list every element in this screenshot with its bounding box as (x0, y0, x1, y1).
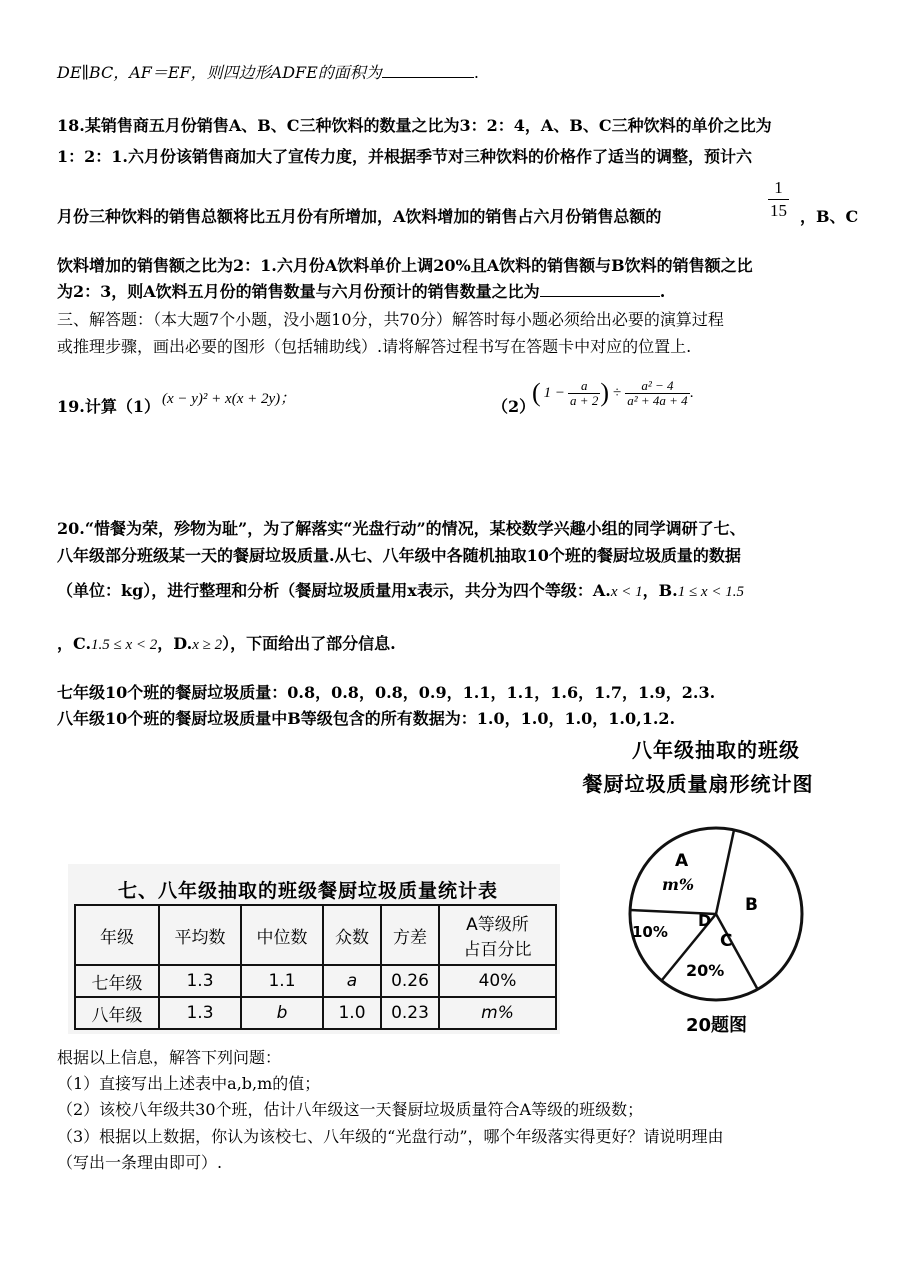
grade7-data: 七年级10个班的餐厨垃圾质量：0.8，0.8，0.8，0.9，1.1，1.1，1.6，1.7，1.9，2.3. (57, 683, 716, 702)
q18-line5-tail: . (659, 282, 666, 301)
header-mean: 平均数 (159, 905, 241, 965)
q18-frac-den: 15 (770, 201, 787, 220)
q20-grade-c: 1.5 ≤ x < 2 (91, 637, 158, 653)
q17-period: . (473, 63, 479, 82)
q18-line4: 饮料增加的销售额之比为2：1.六月份A饮料单价上调20%且A饮料的销售额与B饮料的销售额之比 (57, 256, 753, 275)
q18-fraction (768, 177, 789, 222)
q20-line2: 八年级部分班级某一天的餐厨垃圾质量.从七、八年级中各随机抽取10个班的餐厨垃圾质量的数据 (57, 546, 741, 565)
q20-line4 (57, 633, 396, 656)
pie-label-d-value: 10% (632, 923, 668, 941)
q20-grade-d: x ≥ 2 (192, 637, 223, 653)
q18-line3 (57, 206, 661, 228)
pie-chart (620, 818, 810, 1008)
cell-r2-variance: 0.23 (381, 997, 439, 1029)
pie-label-b: B (745, 895, 758, 915)
q18-answer-blank[interactable] (540, 280, 660, 297)
q19-expr2-left-num: a (568, 379, 600, 394)
cell-r2-grade: 八年级 (75, 997, 159, 1029)
header-variance: 方差 (381, 905, 439, 965)
q19-expr2-op: ÷ (613, 385, 622, 401)
q20-grade-a: x < 1 (610, 584, 643, 600)
table-row (75, 965, 556, 997)
q19-expr2-left-den: a + 2 (570, 392, 599, 408)
q19-expr2: ( 1 − $\frac{a}{a + 2}$ ) ÷ $\frac{\text{a² − 4}}{\text{a² + 4a + 4}}$ . (532, 377, 694, 408)
q18-line3-tail: ，B、C (800, 207, 859, 226)
pie-title-line2: 餐厨垃圾质量扇形统计图 (582, 772, 814, 796)
q19-expr1 (162, 388, 295, 410)
cell-r1-a-percent: 40% (439, 965, 556, 997)
pie-label-c: C (720, 931, 733, 951)
pie-label-a-value: m% (662, 875, 695, 894)
q18-line1: 18.某销售商五月份销售A、B、C三种饮料的数量之比为3：2：4，A、B、C三种饮料的单价之比为 (57, 116, 772, 135)
q19-expr2-right-num: a² − 4 (625, 379, 689, 394)
cell-r1-mean: 1.3 (159, 965, 241, 997)
q18-line3-text: 月份三种饮料的销售总额将比五月份有所增加，A饮料增加的销售占六月份销售总额的 (57, 207, 662, 226)
section3-line1: 三、解答题：（本大题7个小题，没小题10分，共70分）解答时每小题必须给出必要的演算过程 (57, 310, 724, 329)
q19-expr1-text: (x − y)² + x(x + 2y) (162, 391, 281, 407)
q17-text: DE∥BC，AF＝EF，则四边形ADFE的面积为 (57, 63, 382, 82)
q18-line5-text: 为2：3，则A饮料五月份的销售数量与六月份预计的销售数量之比为 (57, 282, 540, 301)
q19-expr2-end: . (689, 385, 694, 401)
stat-table-image (68, 864, 560, 1034)
q20-line3-text: （单位：kg），进行整理和分析（餐厨垃圾质量用x表示，共分为四个等级：A. (57, 581, 611, 600)
question-3-line1: （3）根据以上数据，你认为该校七、八年级的“光盘行动”，哪个年级落实得更好？请说明理由 (57, 1127, 724, 1146)
q20-sep-b: ，B. (642, 581, 678, 600)
q20-grade-b: 1 ≤ x < 1.5 (677, 584, 744, 600)
q19-sep: ； (280, 391, 296, 407)
cell-r2-mode: 1.0 (323, 997, 381, 1029)
stat-table (74, 904, 557, 1030)
cell-r1-median: 1.1 (241, 965, 323, 997)
q18-line5 (57, 280, 665, 303)
header-median: 中位数 (241, 905, 323, 965)
q20-sep-d: ，D. (157, 634, 193, 653)
header-a-percent-line2: 占百分比 (463, 940, 532, 960)
q17-answer-blank[interactable] (382, 61, 474, 78)
pie-label-a: A (675, 851, 689, 871)
q20-line3 (57, 580, 744, 603)
grade8-data: 八年级10个班的餐厨垃圾质量中B等级包含的所有数据为：1.0，1.0，1.0，1.0,1.2. (57, 709, 676, 728)
stat-table-title: 七、八年级抽取的班级餐厨垃圾质量统计表 (118, 880, 499, 902)
header-grade: 年级 (75, 905, 159, 965)
cell-r1-grade: 七年级 (75, 965, 159, 997)
question-3-line2: （写出一条理由即可）. (57, 1153, 223, 1172)
q19-label1: 19.计算（1） (57, 397, 160, 416)
cell-r2-a-percent: m% (439, 997, 556, 1029)
questions-intro: 根据以上信息，解答下列问题： (57, 1048, 282, 1067)
q19-expr2-prefix: 1 − (543, 385, 566, 401)
header-mode: 众数 (323, 905, 381, 965)
q18-line2: 1：2：1.六月份该销售商加大了宣传力度，并根据季节对三种饮料的价格作了适当的调整，预计六 (57, 147, 752, 166)
q20-line4-suffix: ），下面给出了部分信息. (222, 634, 396, 653)
header-a-percent-line1: A等级所 (466, 915, 529, 935)
cell-r1-variance: 0.26 (381, 965, 439, 997)
pie-caption: 20题图 (686, 1015, 748, 1036)
cell-r2-mean: 1.3 (159, 997, 241, 1029)
cell-r2-median: b (241, 997, 323, 1029)
q18-frac-num: 1 (768, 177, 789, 200)
table-header-row (75, 905, 556, 965)
q20-line1: 20.“惜餐为荣，殄物为耻”，为了解落实“光盘行动”的情况，某校数学兴趣小组的同学调研了七、 (57, 519, 746, 538)
section3-line2: 或推理步骤，画出必要的图形（包括辅助线）.请将解答过程书写在答题卡中对应的位置上. (57, 337, 692, 356)
pie-label-c-value: 20% (686, 961, 725, 980)
cell-r1-mode: a (323, 965, 381, 997)
question-2: （2）该校八年级共30个班，估计八年级这一天餐厨垃圾质量符合A等级的班级数； (57, 1100, 644, 1119)
table-row (75, 997, 556, 1029)
pie-title-line1: 八年级抽取的班级 (632, 738, 800, 762)
q20-line4-prefix: ，C. (57, 634, 92, 653)
pie-label-d: D (698, 911, 712, 930)
header-a-percent (439, 905, 556, 965)
question-1: （1）直接写出上述表中a,b,m的值； (57, 1074, 321, 1093)
q19-label2: （2） (492, 397, 536, 416)
q19-expr2-right-den: a² + 4a + 4 (627, 392, 688, 408)
q17-line (57, 61, 479, 84)
